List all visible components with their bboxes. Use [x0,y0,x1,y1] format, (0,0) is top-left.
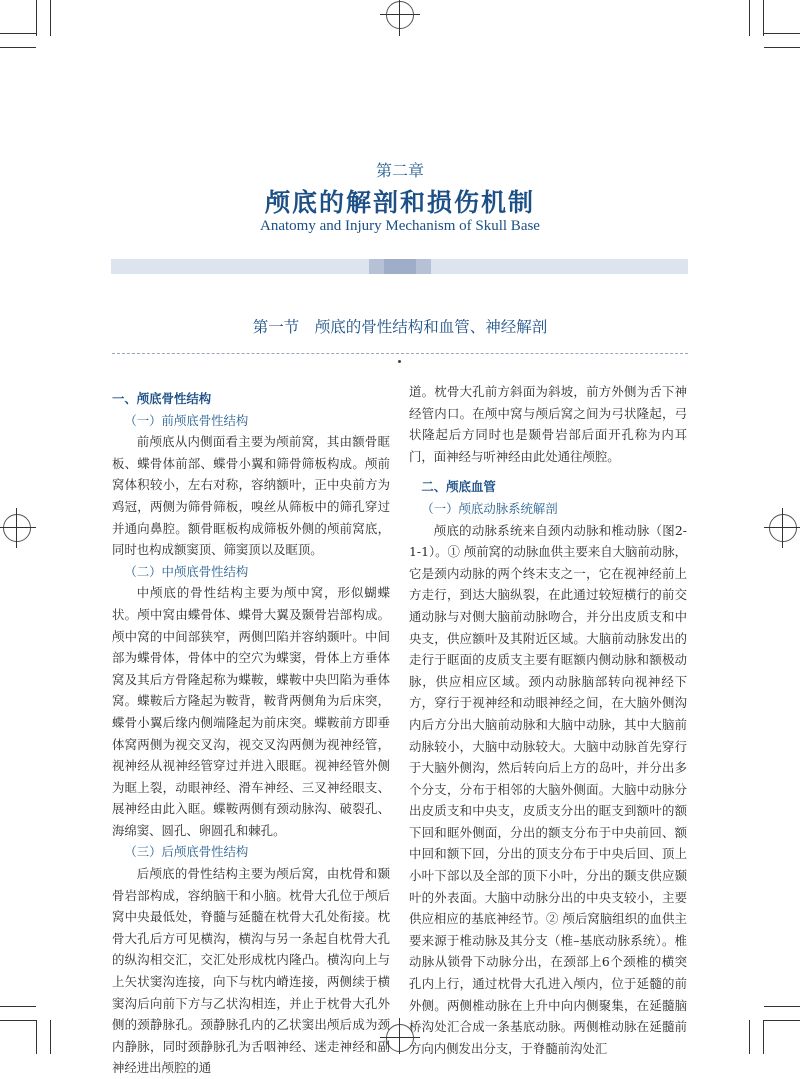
registration-circle [769,514,797,542]
registration-cross [399,1018,400,1054]
chapter-title-english: Anatomy and Injury Mechanism of Skull Base [260,218,540,234]
registration-circle [386,1,414,29]
crop-mark [749,0,750,36]
section-title: 第一节 颅底的骨性结构和血管、神经解剖 [252,318,548,336]
registration-cross [0,527,36,528]
registration-circle [3,514,31,542]
chapter-band-accent-inner [384,259,416,274]
crop-mark [50,1020,51,1054]
heading-vessels: 二、颅底血管 [421,479,496,495]
chapter-number: 第二章 [375,161,424,180]
subheading-anterior: （一）前颅底骨性结构 [124,412,249,428]
registration-cross [380,14,420,15]
registration-cross [16,508,17,548]
crop-mark [36,1020,37,1054]
subheading-posterior: （三）后颅底骨性结构 [124,844,249,860]
crop-mark [763,1020,764,1054]
crop-mark [749,1020,750,1054]
crop-mark [764,1020,800,1021]
crop-mark [36,0,37,36]
crop-mark [763,0,764,36]
chapter-title: 颅底的解剖和损伤机制 [264,188,535,217]
paragraph-anterior: 前颅底从内侧面看主要为颅前窝，其由额骨眶板、蝶骨体前部、蝶骨小翼和筛骨筛板构成。颅前窝体积较小，左右对称，容纳额叶，正中央前方为鸡冠，两侧为筛骨筛板，嗅丝从筛板中的筛孔穿过并通向鼻腔。额骨眶板构成筛板外侧的颅前窝底，同时也构成额窦顶、筛窦顶以及眶顶。 [112,434,390,558]
paragraph-continued: 道。枕骨大孔前方斜面为斜坡，前方外侧为舌下神经管内口。在颅中窝与颅后窝之间为弓状隆起，弓状隆起后方同时也是颞骨岩部后面开孔称为内耳门，面神经与听神经由此处通往颅腔。 [409,384,687,464]
subheading-arterial: （一）颅底动脉系统解剖 [421,500,558,516]
crop-mark [0,1020,36,1021]
registration-cross [782,508,783,548]
crop-mark [0,33,36,34]
crop-mark [50,0,51,36]
paragraph-posterior: 后颅底的骨性结构主要为颅后窝，由枕骨和颞骨岩部构成，容纳脑干和小脑。枕骨大孔位于颅后窝中央最低处，脊髓与延髓在枕骨大孔处衔接。枕骨大孔后方可见横沟，横沟与另一条起自枕骨大孔的纵沟相交汇，交汇处形成枕内隆凸。横沟向上与上矢状窦沟连接，向下与枕内嵴连接，两侧续于横窦沟后向前下方与乙状沟相连，并止于枕骨大孔外侧的颈静脉孔。颈静脉孔内的乙状窦出颅后成为颈内静脉，同时颈静脉孔为舌咽神经、迷走神经和副神经进出颅腔的通 [112,866,390,1076]
right-column [409,381,687,1059]
crop-mark [0,47,36,48]
paragraph-arterial: 颅底的动脉系统来自颈内动脉和椎动脉（图2-1-1）。① 颅前窝的动脉血供主要来自大脑前动脉，它是颈内动脉的两个终末支之一，它在视神经前上方走行，到达大脑纵裂，在此通过较短横行的前交通动脉与对侧大脑前动脉吻合，并分出皮质支和中央支，供应额叶及其附近区域。大脑前动脉发出的走行于眶面的皮质支主要有眶额内侧动脉和额极动脉，供应相应区域。颈内动脉脑部转向视神经下方，穿行于视神经和动眼神经之间，在大脑外侧沟内后方分出大脑前动脉和大脑中动脉，其中大脑前动脉较小，大脑中动脉较大。大脑中动脉首先穿行于大脑外侧沟，然后转向后上方的岛叶，并分出多个分支，分布于相邻的大脑外侧面。大脑中动脉分出皮质支和中央支，皮质支分出的眶支到额叶的额下回和眶外侧面，分出的额支分布于中央前回、额中回和额下回，分出的顶支分布于中央后回、顶上小叶下部以及全部的顶下小叶，分出的颞支供应颞叶的外表面。大脑中动脉分出的中央支较小，主要供应相应的基底神经节。② 颅后窝脑组织的血供主要来源于椎动脉及其分支（椎–基底动脉系统）。椎动脉从锁骨下动脉分出，在颈部上6个颈椎的横突孔内上行，通过枕骨大孔进入颅内，位于延髓的前外侧。两侧椎动脉在上升中向内侧聚集，在延髓脑桥沟处汇合成一条基底动脉。两侧椎动脉在延髓前方向内侧发出分支，于脊髓前沟处汇 [409,522,687,1056]
registration-cross [399,0,400,36]
subheading-middle: （二）中颅底骨性结构 [124,563,249,579]
heading-bony-structure: 一、颅底骨性结构 [112,391,212,406]
divider-dot [398,360,401,363]
crop-mark [0,1006,36,1007]
crop-mark [764,33,800,34]
paragraph-middle: 中颅底的骨性结构主要为颅中窝，形似蝴蝶状。颅中窝由蝶骨体、蝶骨大翼及颞骨岩部构成。颅中窝的中间部狭窄，两侧凹陷并容纳颞叶。中间部为蝶骨体，骨体中的空穴为蝶窦，骨体上方垂体窝及其后方骨隆起称为蝶鞍，蝶鞍中央凹陷为垂体窝。蝶鞍后方隆起为鞍背，鞍背两侧角为后床突，蝶骨小翼后缘内侧端隆起为前床突。蝶鞍前方即垂体窝两侧为视交叉沟，视交叉沟两侧为视神经管，视神经从视神经管穿过并进入眼眶。视神经管外侧为眶上裂，动眼神经、滑车神经、三叉神经眼支、展神经由此入眶。蝶鞍两侧有颈动脉沟、破裂孔、海绵窦、圆孔、卵圆孔和棘孔。 [112,585,390,838]
crop-mark [764,1006,800,1007]
section-divider [112,353,688,354]
left-column [112,388,390,1079]
crop-mark [764,47,800,48]
